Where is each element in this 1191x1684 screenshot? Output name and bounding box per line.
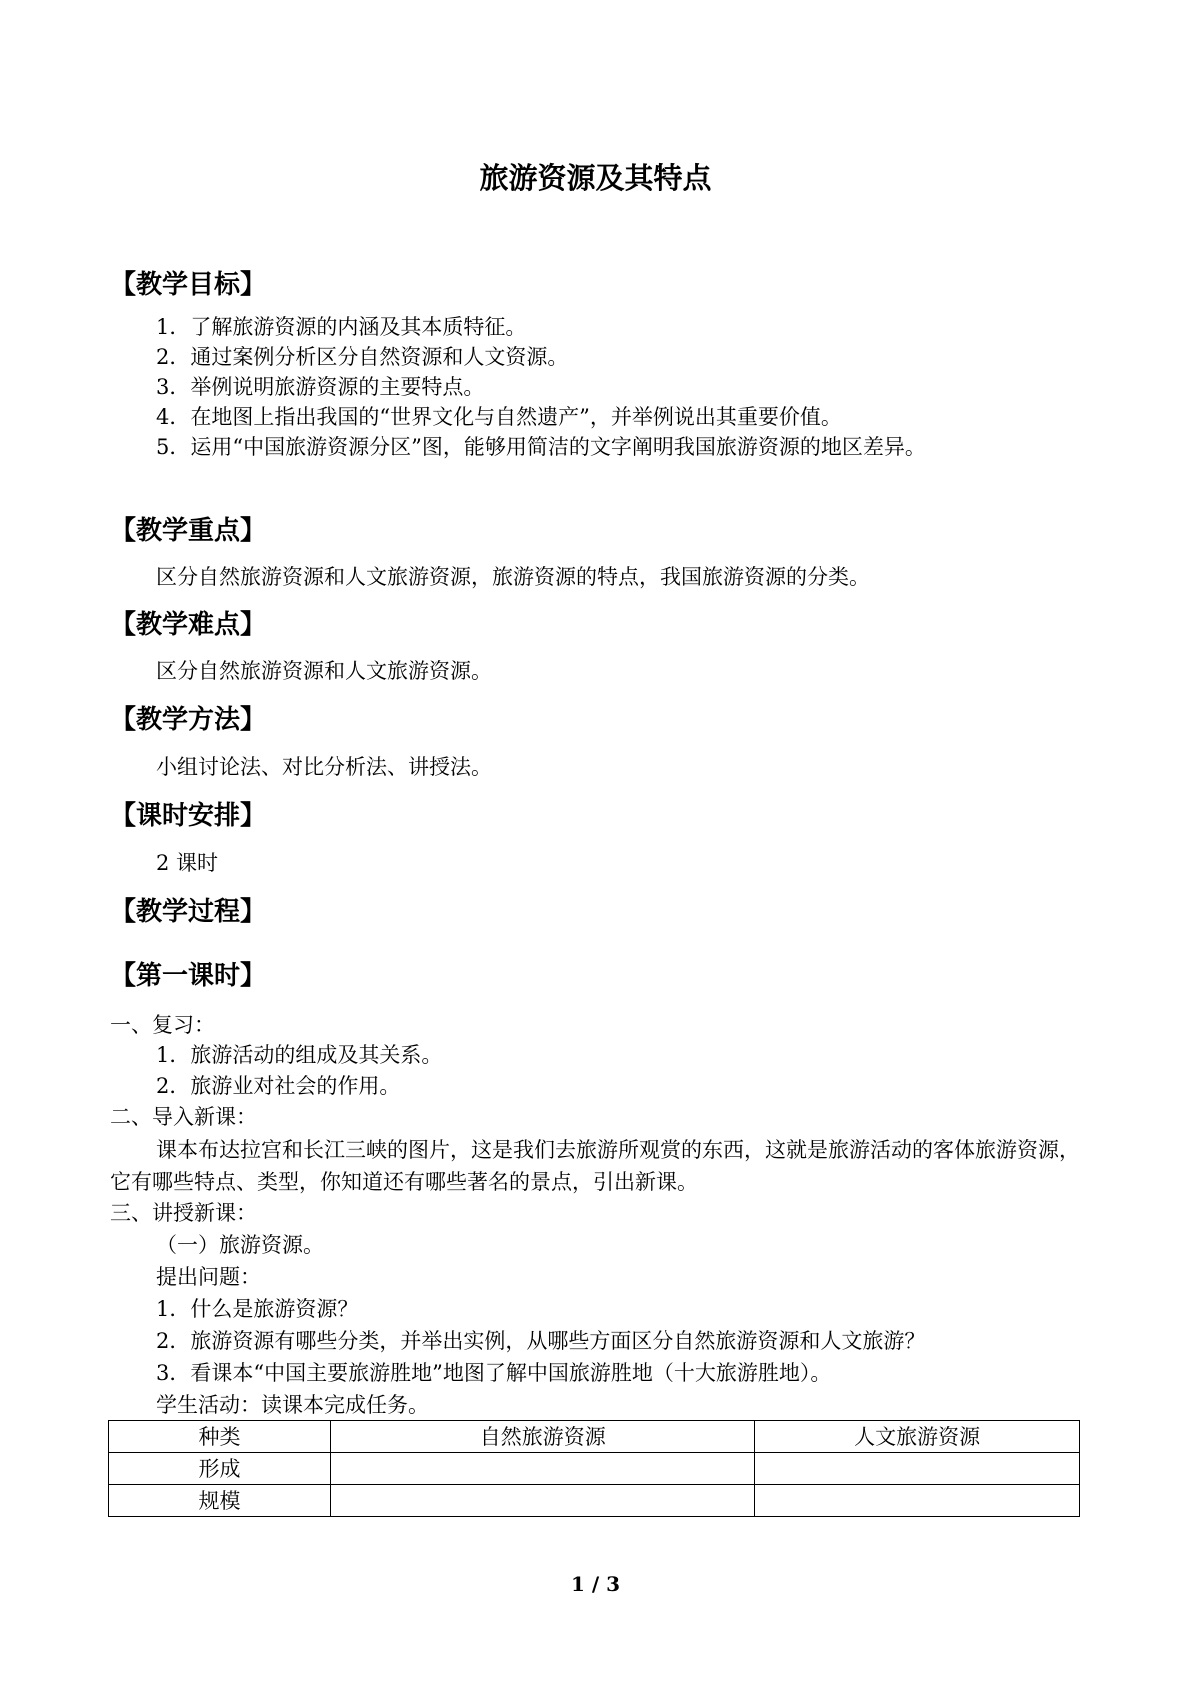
review-title: 一、复习：: [110, 1013, 215, 1037]
section-heading-schedule: 【课时安排】: [110, 801, 267, 831]
schedule-text: 2 课时: [156, 851, 219, 875]
page-number: 1 / 3: [570, 1572, 621, 1596]
question-item: 2．旅游资源有哪些分类，并举出实例，从哪些方面区分自然旅游资源和人文旅游？: [156, 1329, 926, 1353]
table-header-cell: 种类: [109, 1421, 331, 1453]
key-points-text: 区分自然旅游资源和人文旅游资源，旅游资源的特点，我国旅游资源的分类。: [156, 565, 870, 589]
section-heading-process: 【教学过程】: [110, 897, 267, 927]
section-heading-methods: 【教学方法】: [110, 705, 267, 735]
section-heading-lesson1: 【第一课时】: [110, 961, 267, 991]
difficulties-text: 区分自然旅游资源和人文旅游资源。: [156, 659, 492, 683]
table-cell: [331, 1485, 755, 1517]
sub-title: （一）旅游资源。: [156, 1233, 324, 1257]
section-heading-difficulties: 【教学难点】: [110, 610, 267, 640]
goal-item: 1．了解旅游资源的内涵及其本质特征。: [156, 315, 527, 339]
table-header-row: [109, 1421, 1080, 1453]
table-row: [109, 1485, 1080, 1517]
teach-title: 三、讲授新课：: [110, 1201, 257, 1225]
table-cell: 规模: [109, 1485, 331, 1517]
intro-text: 课本布达拉宫和长江三峡的图片，这是我们去旅游所观赏的东西，这就是旅游活动的客体旅游资源，它有哪些特点、类型，你知道还有哪些著名的景点，引出新课。: [110, 1138, 1080, 1194]
table-row: [109, 1453, 1080, 1485]
questions-title: 提出问题：: [156, 1265, 261, 1289]
table-header-cell: 人文旅游资源: [755, 1421, 1080, 1453]
table-cell: [755, 1453, 1080, 1485]
table-header-cell: 自然旅游资源: [331, 1421, 755, 1453]
document-title: 旅游资源及其特点: [479, 161, 712, 195]
review-item: 1．旅游活动的组成及其关系。: [156, 1043, 443, 1067]
table-cell: 形成: [109, 1453, 331, 1485]
goal-item: 2．通过案例分析区分自然资源和人文资源。: [156, 345, 569, 369]
review-item: 2．旅游业对社会的作用。: [156, 1074, 401, 1098]
section-heading-goals: 【教学目标】: [110, 270, 267, 300]
question-item: 3．看课本“中国主要旅游胜地”地图了解中国旅游胜地（十大旅游胜地）。: [156, 1361, 832, 1385]
task-table: [108, 1420, 1080, 1517]
goal-item: 3．举例说明旅游资源的主要特点。: [156, 375, 485, 399]
goal-item: 4．在地图上指出我国的“世界文化与自然遗产”，并举例说出其重要价值。: [156, 405, 842, 429]
methods-text: 小组讨论法、对比分析法、讲授法。: [156, 755, 492, 779]
table-cell: [331, 1453, 755, 1485]
activity-text: 学生活动：读课本完成任务。: [156, 1393, 429, 1417]
goal-item: 5．运用“中国旅游资源分区”图，能够用简洁的文字阐明我国旅游资源的地区差异。: [156, 435, 926, 459]
table-cell: [755, 1485, 1080, 1517]
question-item: 1．什么是旅游资源？: [156, 1297, 359, 1321]
intro-title: 二、导入新课：: [110, 1105, 257, 1129]
section-heading-key-points: 【教学重点】: [110, 516, 267, 546]
